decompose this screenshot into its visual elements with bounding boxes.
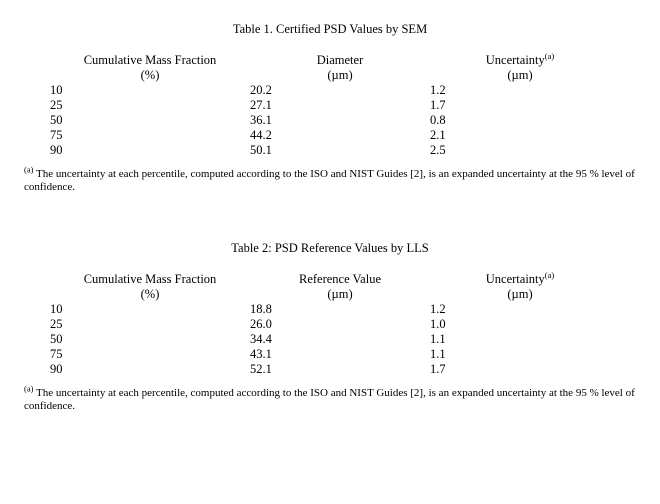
table-1-cell-1-2: 1.7 [430,98,446,112]
table-1-header-cell-0 [50,53,250,68]
table-2-cell-3-2: 1.1 [430,346,446,361]
table-1-cell-4-0: 90 [50,143,63,157]
table-1-cell-4-1: 50.1 [250,143,272,157]
table-1-cell-3-2: 2.1 [430,128,446,142]
table-2-header-sup-2: (a) [544,269,555,280]
table-1-unit-cell-1: (µm) [327,68,353,82]
table-row [50,362,610,377]
table-1-cell-1-1: 27.1 [250,98,272,112]
table-1-footnote-spacer [0,158,660,168]
table-2-cell-2-0: 50 [50,331,63,346]
table-2-unit-cell-2: (µm) [507,286,533,301]
table-2-header-cell-0 [50,272,250,287]
table-row [50,113,610,128]
table-2-caption: Table 2: PSD Reference Values by LLS [231,240,429,255]
table-2-cell-2-2: 1.1 [430,331,446,346]
table-2-header-row [50,272,610,287]
table-row [50,98,610,113]
table-row [50,332,610,347]
table-1-cell-3-1: 44.2 [250,128,272,142]
table-1-cell-3-0: 75 [50,128,63,142]
table-1-unit-cell-0: (%) [140,68,160,82]
table-2-cell-1-2: 1.0 [430,316,446,331]
table-1-footnote-mark: (a) [24,164,34,175]
table-2-cell-0-1: 18.8 [250,301,272,316]
table-2-header-cell-2 [430,269,610,287]
table-row [50,143,610,158]
table-1 [50,50,610,158]
table-1-cell-0-2: 1.2 [430,83,446,97]
table-2-header-title-0: Cumulative Mass Fraction [83,271,217,286]
table-2-cell-4-1: 52.1 [250,361,272,376]
table-1-header-row [50,53,610,68]
table-2-cell-3-1: 43.1 [250,346,272,361]
table-2-unit-cell-0: (%) [140,286,160,301]
table-2-unit-row [50,287,610,302]
table-1-header-title-1: Diameter [316,53,364,67]
table-2-cell-4-0: 90 [50,361,63,376]
table-2-cell-0-0: 10 [50,301,63,316]
top-spacer [0,0,660,22]
table-2-footnote [24,383,636,414]
table-1-header-title-0: Cumulative Mass Fraction [83,53,217,67]
table-2-cell-1-0: 25 [50,316,63,331]
table-1-cell-2-0: 50 [50,113,63,127]
table-1-header-cell-2 [430,50,610,68]
table-row [50,83,610,98]
caption-spacer-2 [0,256,660,272]
table-1-footnote [24,164,636,195]
table-2-footnote-mark: (a) [24,383,34,394]
table-2-header-title-1: Reference Value [298,271,381,286]
table-1-unit-row [50,68,610,83]
table-2-cell-3-0: 75 [50,346,63,361]
table-2-header-cell-1 [250,272,430,287]
table-1-cell-1-0: 25 [50,98,63,112]
table-row [50,347,610,362]
table-row [50,317,610,332]
table-block-1 [0,22,660,195]
table-2-header-title-2: Uncertainty [485,271,545,286]
table-1-cell-2-2: 0.8 [430,113,446,127]
caption-spacer-1 [0,37,660,53]
table-1-cell-0-1: 20.2 [250,83,272,97]
table-1-cell-4-2: 2.5 [430,143,446,157]
table-2 [50,269,610,377]
table-2-footnote-spacer [0,377,660,387]
table-block-2 [0,241,660,414]
table-1-header-sup-2: (a) [544,50,555,61]
table-2-cell-1-1: 26.0 [250,316,272,331]
between-tables-spacer [0,195,660,241]
table-2-unit-cell-1: (µm) [327,286,353,301]
table-row [50,302,610,317]
table-2-cell-4-2: 1.7 [430,361,446,376]
table-2-cell-2-1: 34.4 [250,331,272,346]
table-2-cell-0-2: 1.2 [430,301,446,316]
table-row [50,128,610,143]
table-1-cell-2-1: 36.1 [250,113,272,127]
table-1-cell-0-0: 10 [50,83,63,97]
table-1-header-title-2: Uncertainty [485,53,545,67]
table-1-caption: Table 1. Certified PSD Values by SEM [232,22,428,36]
table-1-header-cell-1 [250,53,430,68]
table-1-unit-cell-2: (µm) [507,68,533,82]
table-2-footnote-text: The uncertainty at each percentile, computed according to the ISO and NIST Guides [2], is an expanded uncertainty at the 95 % level of confidence. [24,386,635,413]
table-1-footnote-text: The uncertainty at each percentile, computed according to the ISO and NIST Guides [2], is an expanded uncertainty at the 95 % level of confidence. [24,168,635,194]
